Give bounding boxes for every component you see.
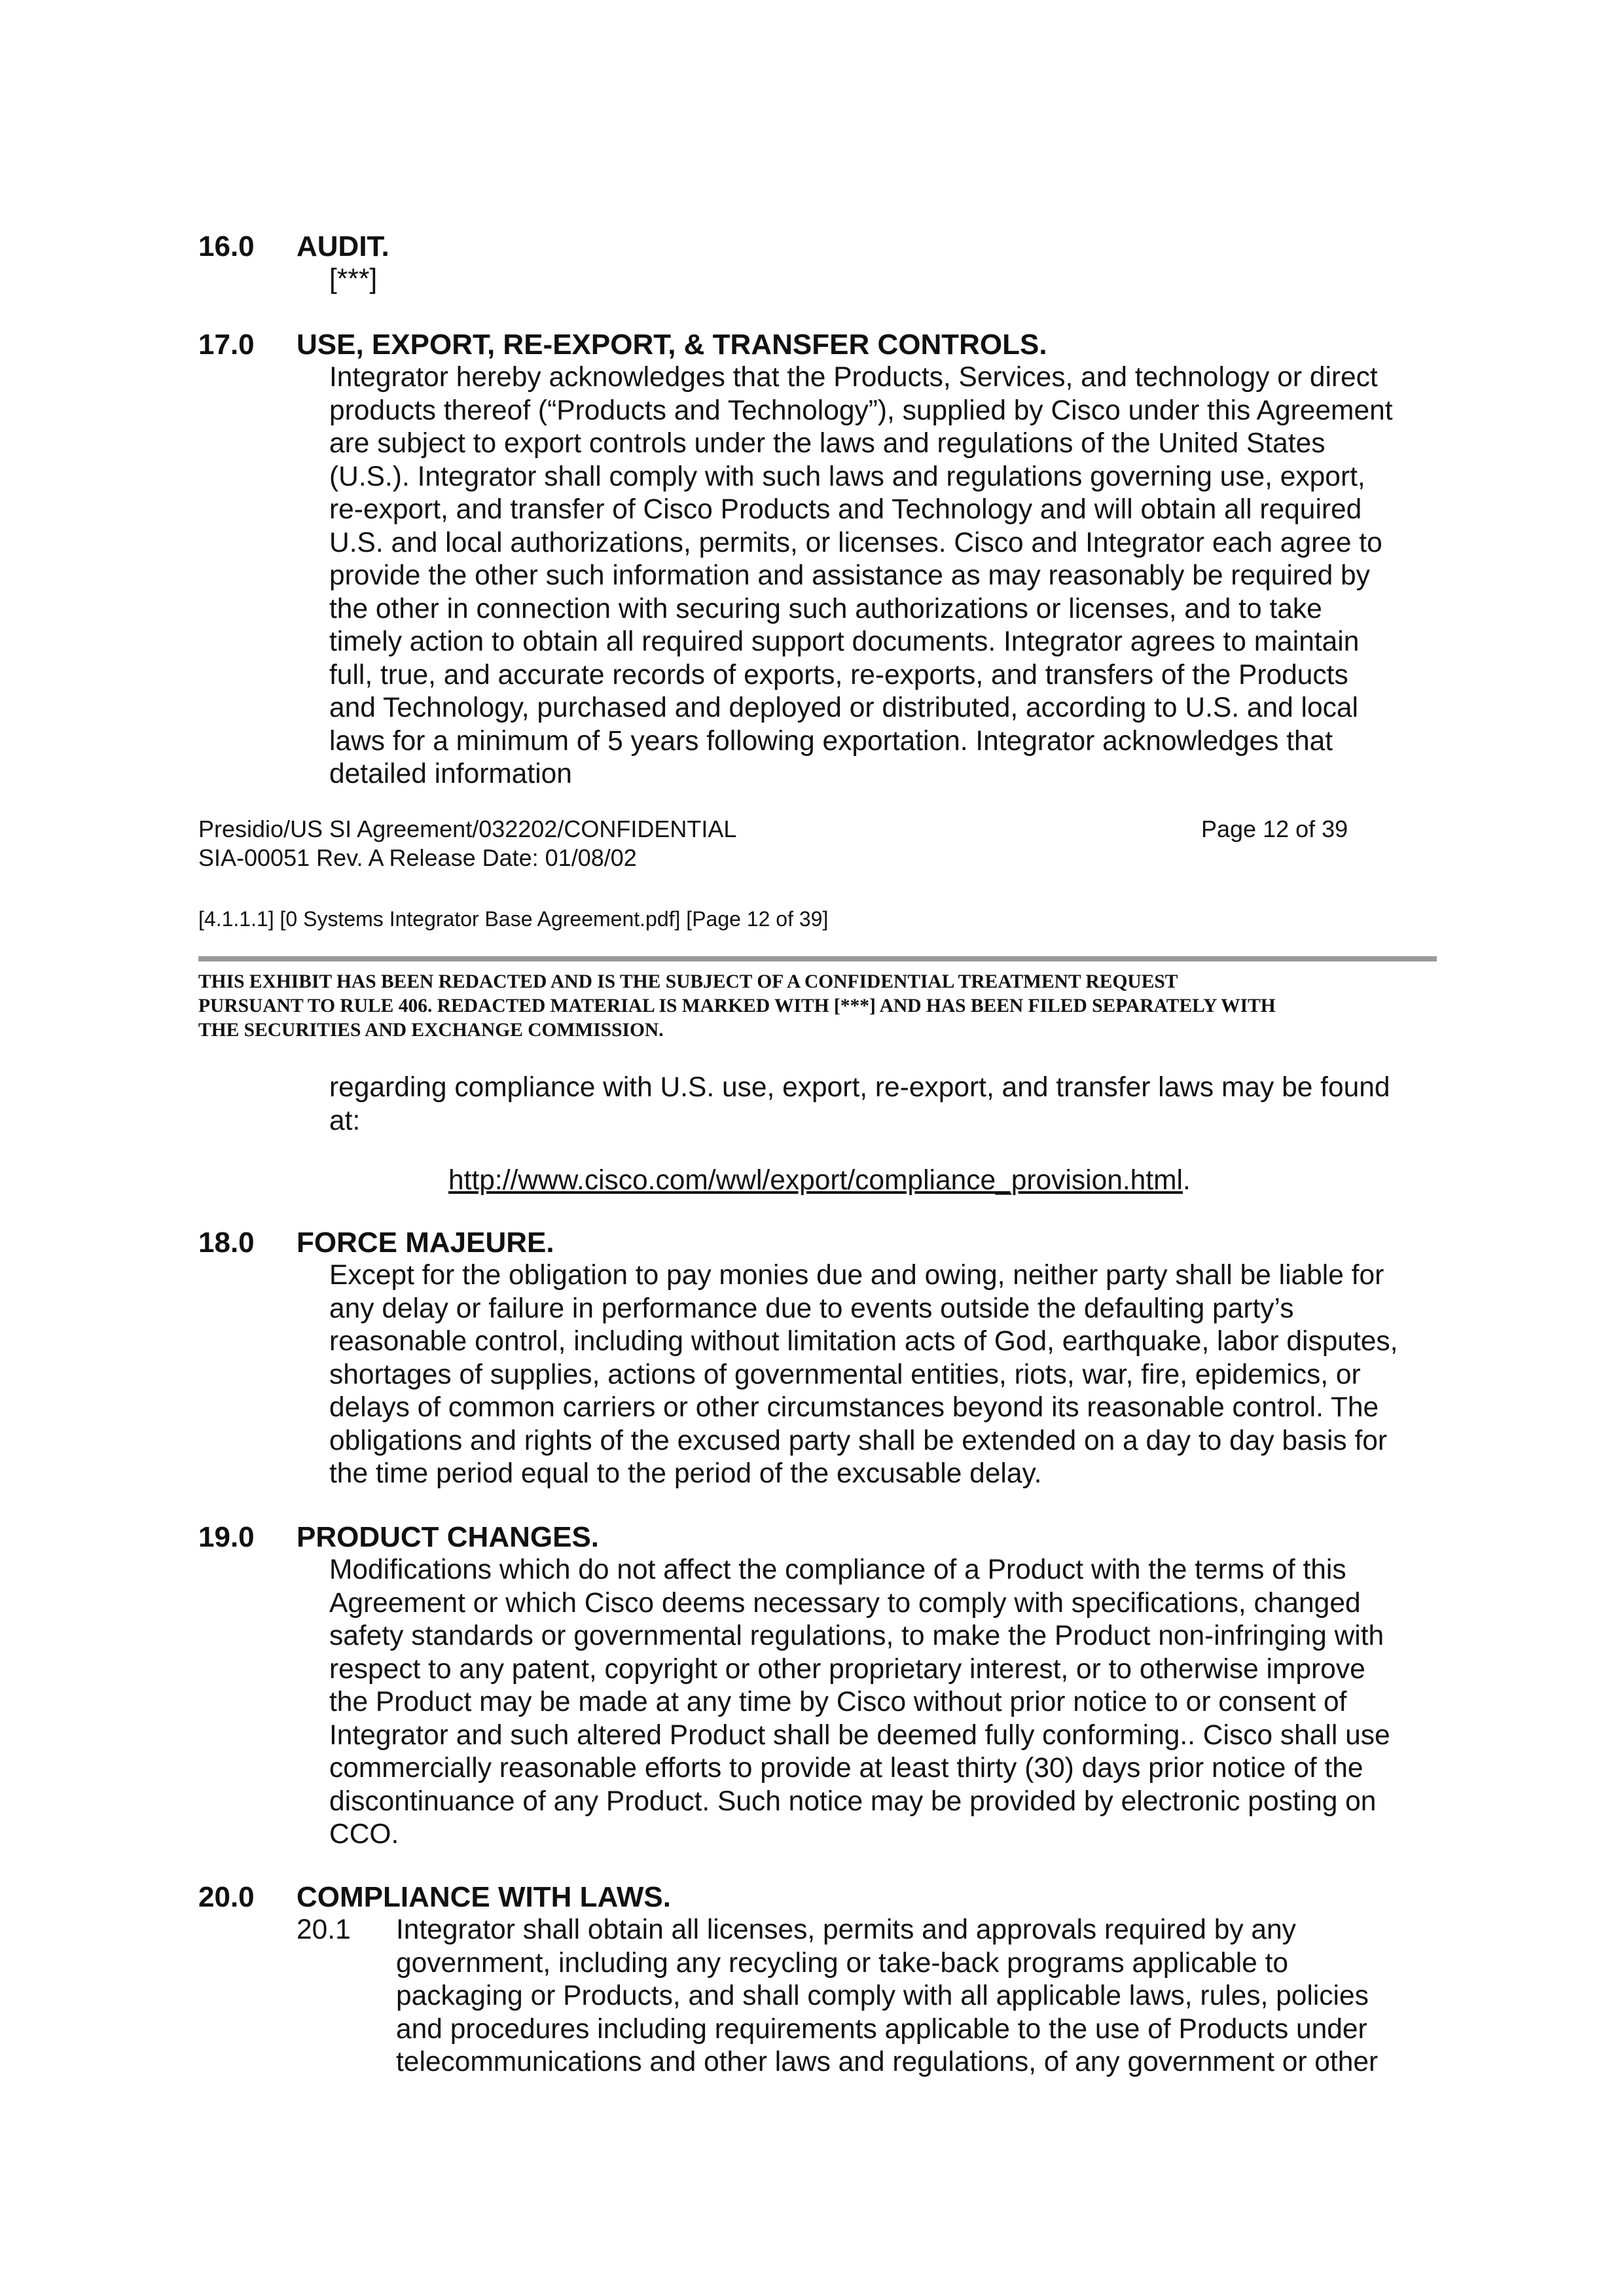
body-line: discontinuance of any Product. Such notice may be provided by electronic posting on: [329, 1785, 1377, 1817]
export-compliance-link-row: [448, 1164, 1191, 1197]
body-line: the time period equal to the period of the excusable delay.: [329, 1458, 1042, 1489]
notice-line: THIS EXHIBIT HAS BEEN REDACTED AND IS THE SUBJECT OF A CONFIDENTIAL TREATMENT REQUEST: [198, 971, 1178, 992]
body-line: provide the other such information and assistance as may reasonably be required by: [329, 560, 1370, 591]
body-line: Except for the obligation to pay monies due and owing, neither party shall be liable for: [329, 1260, 1384, 1291]
body-line: Integrator and such altered Product shall be deemed fully conforming.. Cisco shall use: [329, 1719, 1390, 1751]
body-line: packaging or Products, and shall comply with all applicable laws, rules, policies: [396, 1981, 1369, 2011]
body-line: at:: [329, 1105, 361, 1136]
link-period: .: [1182, 1165, 1191, 1196]
section-19-title: PRODUCT CHANGES.: [297, 1521, 600, 1553]
body-line: (U.S.). Integrator shall comply with such laws and regulations governing use, export,: [329, 461, 1365, 492]
body-line: CCO.: [329, 1819, 399, 1850]
section-18-body: [329, 1259, 1442, 1491]
body-line: and procedures including requirements applicable to the use of Products under: [396, 2013, 1367, 2045]
section-18-number: 18.0: [198, 1227, 255, 1259]
footer-release-date: SIA-00051 Rev. A Release Date: 01/08/02: [198, 844, 637, 871]
notice-line: THE SECURITIES AND EXCHANGE COMMISSION.: [198, 1020, 664, 1041]
section-16-body: [329, 263, 1442, 296]
redaction-notice: [198, 970, 1442, 1043]
body-line: Modifications which do not affect the compliance of a Product with the terms of this: [329, 1554, 1346, 1585]
body-line: shortages of supplies, actions of governmental entities, riots, war, fire, epidemics, or: [329, 1359, 1361, 1390]
body-line: timely action to obtain all required support documents. Integrator agrees to maintain: [329, 626, 1360, 657]
section-16-title: AUDIT.: [297, 230, 389, 262]
body-line: the other in connection with securing such authorizations or licenses, and to take: [329, 593, 1322, 624]
body-line: Integrator hereby acknowledges that the Products, Services, and technology or direct: [329, 362, 1378, 393]
body-line: reasonable control, including without limitation acts of God, earthquake, labor disputes,: [329, 1326, 1398, 1357]
body-line: government, including any recycling or take-back programs applicable to: [396, 1947, 1289, 1979]
body-line: Agreement or which Cisco deems necessary to comply with specifications, changed: [329, 1587, 1361, 1619]
subsection-20-1-number: 20.1: [297, 1914, 351, 1945]
body-line: U.S. and local authorizations, permits, or licenses. Cisco and Integrator each agree to: [329, 527, 1382, 558]
body-line: regarding compliance with U.S. use, export, re-export, and transfer laws may be found: [329, 1072, 1390, 1103]
body-line: telecommunications and other laws and regulations, of any government or other: [396, 2047, 1379, 2077]
section-17-continued: [329, 1071, 1442, 1138]
body-line: obligations and rights of the excused party shall be extended on a day to day basis for: [329, 1425, 1388, 1456]
body-line: safety standards or governmental regulations, to make the Product non-infringing with: [329, 1621, 1384, 1651]
body-line: [***]: [329, 264, 378, 295]
body-line: Integrator shall obtain all licenses, permits and approvals required by any: [396, 1914, 1296, 1945]
page-separator: [198, 956, 1437, 961]
notice-line: PURSUANT TO RULE 406. REDACTED MATERIAL IS MARKED WITH [***] AND HAS BEEN FILED SEPARATELY WITH: [198, 996, 1276, 1016]
body-line: laws for a minimum of 5 years following exportation. Integrator acknowledges that: [329, 725, 1333, 757]
body-line: respect to any patent, copyright or other proprietary interest, or to otherwise improve: [329, 1653, 1365, 1685]
body-line: detailed information: [329, 759, 572, 789]
body-line: re-export, and transfer of Cisco Products and Technology and will obtain all required: [329, 494, 1362, 525]
footer-page-number: Page 12 of 39: [1201, 816, 1348, 842]
section-17-title: USE, EXPORT, RE-EXPORT, & TRANSFER CONTROLS.: [297, 329, 1047, 361]
section-19-body: [329, 1554, 1442, 1852]
section-17-number: 17.0: [198, 329, 255, 361]
body-line: the Product may be made at any time by Cisco without prior notice to or consent of: [329, 1687, 1347, 1717]
export-compliance-link[interactable]: http://www.cisco.com/wwl/export/compliance_provision.html: [448, 1165, 1183, 1196]
body-line: are subject to export controls under the laws and regulations of the United States: [329, 428, 1326, 459]
body-line: full, true, and accurate records of exports, re-exports, and transfers of the Products: [329, 659, 1348, 691]
section-20-number: 20.0: [198, 1881, 255, 1913]
section-20-title: COMPLIANCE WITH LAWS.: [297, 1881, 671, 1913]
source-citation: [4.1.1.1] [0 Systems Integrator Base Agreement.pdf] [Page 12 of 39]: [198, 907, 829, 931]
body-line: any delay or failure in performance due to events outside the defaulting party’s: [329, 1293, 1294, 1324]
footer-agreement-id: Presidio/US SI Agreement/032202/CONFIDENTIAL: [198, 816, 737, 842]
body-line: and Technology, purchased and deployed or distributed, according to U.S. and local: [329, 692, 1358, 723]
section-16-number: 16.0: [198, 230, 255, 262]
body-line: products thereof (“Products and Technology”), supplied by Cisco under this Agreement: [329, 395, 1393, 426]
section-18-title: FORCE MAJEURE.: [297, 1227, 554, 1259]
section-19-number: 19.0: [198, 1521, 255, 1553]
body-line: delays of common carriers or other circumstances beyond its reasonable control. The: [329, 1392, 1379, 1423]
body-line: commercially reasonable efforts to provide at least thirty (30) days prior notice of the: [329, 1753, 1363, 1784]
section-17-body: [329, 361, 1442, 791]
subsection-20-1-body: [396, 1914, 1443, 2079]
